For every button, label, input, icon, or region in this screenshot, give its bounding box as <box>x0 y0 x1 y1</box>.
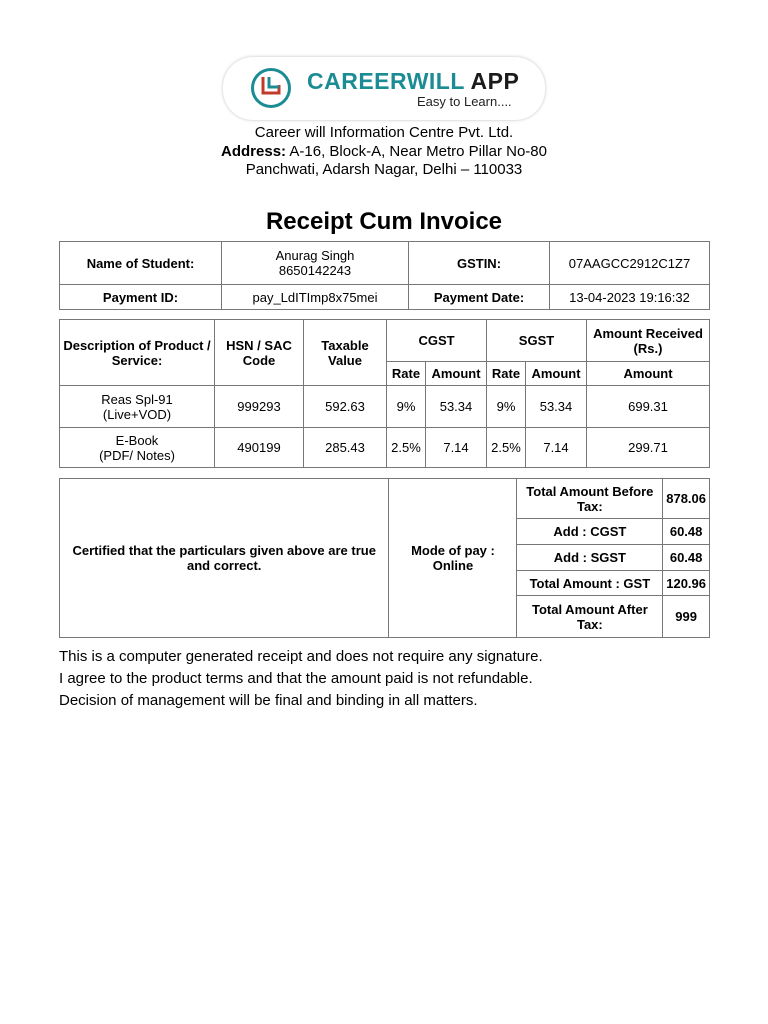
student-name: Anurag Singh <box>275 248 355 263</box>
summary-table <box>59 478 710 638</box>
item-taxable: 592.63 <box>304 386 387 428</box>
item-description <box>60 428 215 468</box>
item-amount: 299.71 <box>587 428 710 468</box>
header-taxable: Taxable Value <box>304 320 387 386</box>
item-cgst-amount: 53.34 <box>426 386 487 428</box>
item-amount: 699.31 <box>587 386 710 428</box>
payment-date-label: Payment Date: <box>409 285 550 310</box>
student-phone: 8650142243 <box>278 263 352 278</box>
header-cgst-rate: Rate <box>387 362 426 386</box>
brand-logo <box>223 57 545 120</box>
header-sgst-amount: Amount <box>526 362 587 386</box>
total-after-tax-label: Total Amount After Tax: <box>517 596 663 638</box>
table-row <box>60 386 710 428</box>
item-hsn: 490199 <box>215 428 304 468</box>
item-sgst-amount: 7.14 <box>526 428 587 468</box>
item-sgst-amount: 53.34 <box>526 386 587 428</box>
header-hsn: HSN / SAC Code <box>215 320 304 386</box>
item-name: E-Book <box>115 432 159 448</box>
address-label: Address: <box>221 143 287 160</box>
header-amount: Amount <box>587 362 710 386</box>
note-management-decision: Decision of management will be final and binding in all matters. <box>59 692 478 709</box>
item-hsn: 999293 <box>215 386 304 428</box>
header-sgst-rate: Rate <box>487 362 526 386</box>
item-sgst-rate: 9% <box>487 386 526 428</box>
header-sgst: SGST <box>487 320 587 362</box>
certified-text: Certified that the particulars given above are true and correct. <box>60 479 389 638</box>
item-cgst-rate: 2.5% <box>387 428 426 468</box>
item-type: (Live+VOD) <box>102 406 172 422</box>
items-table <box>59 319 710 468</box>
payment-date-value: 13-04-2023 19:16:32 <box>550 285 710 310</box>
total-before-tax-label: Total Amount Before Tax: <box>517 479 663 519</box>
student-name-cell <box>222 242 409 285</box>
item-cgst-amount: 7.14 <box>426 428 487 468</box>
item-description <box>60 386 215 428</box>
item-name: Reas Spl-91 <box>101 391 173 407</box>
student-info-table <box>59 241 710 310</box>
address-line1: A-16, Block-A, Near Metro Pillar No-80 <box>289 143 547 160</box>
mode-of-pay: Mode of pay : Online <box>389 479 517 638</box>
gstin-label: GSTIN: <box>409 242 550 285</box>
add-sgst-label: Add : SGST <box>517 545 663 571</box>
header-amount-received: Amount Received (Rs.) <box>587 320 710 362</box>
add-cgst-value: 60.48 <box>663 519 710 545</box>
gstin-value: 07AAGCC2912C1Z7 <box>550 242 710 285</box>
note-computer-generated: This is a computer generated receipt and does not require any signature. <box>59 648 543 665</box>
header-cgst-amount: Amount <box>426 362 487 386</box>
note-refund-policy: I agree to the product terms and that the amount paid is not refundable. <box>59 670 533 687</box>
address-line2: Panchwati, Adarsh Nagar, Delhi – 110033 <box>245 161 523 178</box>
total-gst-value: 120.96 <box>663 571 710 596</box>
item-taxable: 285.43 <box>304 428 387 468</box>
header-cgst: CGST <box>387 320 487 362</box>
header-description: Description of Product / Service: <box>60 320 215 386</box>
item-sgst-rate: 2.5% <box>487 428 526 468</box>
page-title: Receipt Cum Invoice <box>265 208 503 235</box>
add-sgst-value: 60.48 <box>663 545 710 571</box>
logo-emblem-icon <box>251 68 291 108</box>
total-before-tax-value: 878.06 <box>663 479 710 519</box>
brand-name: CAREERWILL APP <box>307 68 520 94</box>
item-cgst-rate: 9% <box>387 386 426 428</box>
payment-id-label: Payment ID: <box>60 285 222 310</box>
student-name-label: Name of Student: <box>60 242 222 285</box>
payment-id-value: pay_LdITImp8x75mei <box>222 285 409 310</box>
table-row <box>60 428 710 468</box>
company-address <box>0 143 768 161</box>
add-cgst-label: Add : CGST <box>517 519 663 545</box>
item-type: (PDF/ Notes) <box>99 447 175 463</box>
total-gst-label: Total Amount : GST <box>517 571 663 596</box>
brand-tagline: Easy to Learn.... <box>417 94 512 109</box>
total-after-tax-value: 999 <box>663 596 710 638</box>
company-name: Career will Information Centre Pvt. Ltd. <box>254 124 514 141</box>
